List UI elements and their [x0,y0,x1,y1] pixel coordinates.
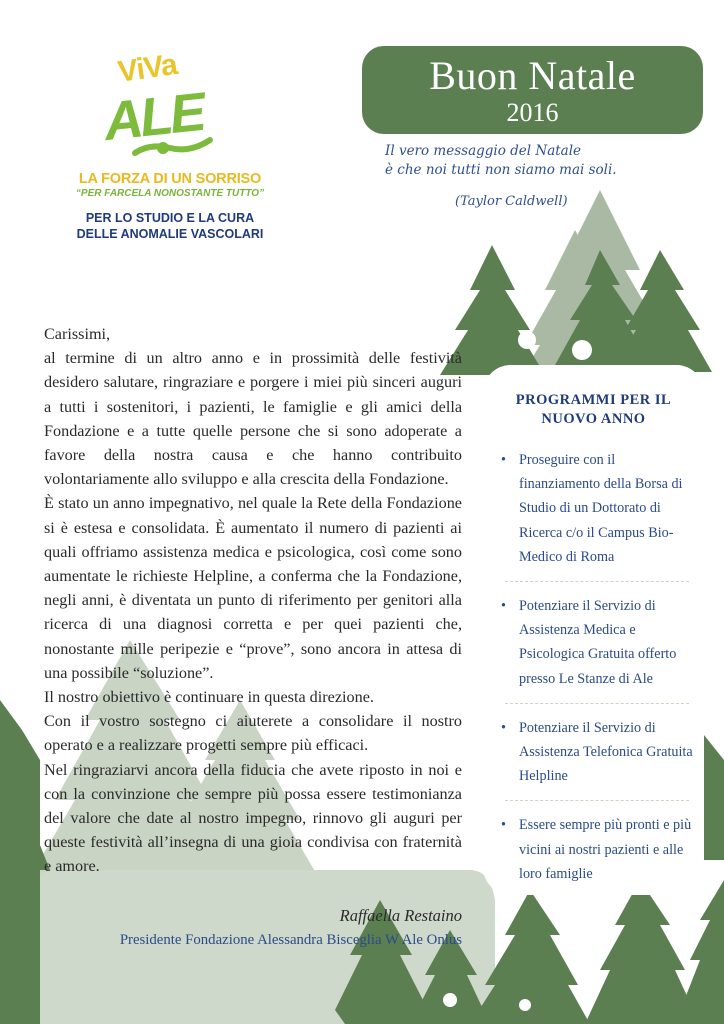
letter-paragraph: È stato un anno impegnativo, nel quale la Rete della Fondazione si è estesa e consolidata. È aumentato il numero di pazienti ai quali offriamo assistenza medica e psicologica, così come sono aumentate le richieste Helpline, a conferma che la Fondazione, negli anni, è diventata un punto di riferimento per genitori alla ricerca di una diagnosi corretta e per quei pazienti che, nonostante mille peripezie e “prove”, sono ancora in attesa di una possibile “soluzione”. [44,494,462,682]
signature-role: Presidente Fondazione Alessandra Bisceglia W Ale Onlus [119,932,462,948]
letter-paragraph: Con il vostro sostegno ci aiuterete a consolidare il nostro operato e a realizzare progetti sempre più efficaci. [44,712,462,755]
logo-mission-line2: DELLE ANOMALIE VASCOLARI [76,227,264,241]
programs-title [483,391,704,429]
letter-signature: Raffaella Restaino [339,906,462,925]
logo-mission [55,210,285,242]
christmas-quote [385,142,665,180]
program-item: • Essere sempre più pronti e più vicini ai nostri pazienti e alle loro famiglie [497,813,697,886]
program-item: • Potenziare il Servizio di Assistenza Medica e Psicologica Gratuita offerto presso Le Stanze di Ale [497,594,697,691]
programs-title-line2: NUOVO ANNO [541,411,646,427]
letter-paragraph: al termine di un altro anno e in prossimità delle festività desidero salutare, ringraziare e porgere i miei più sinceri auguri a tutti i sostenitori, i pazienti, le famiglie e gli amici della Fondazione e a tutte quelle persone che si sono adoperate a favore della nostra causa e che hanno contribuito volontariamente allo sviluppo e alla crescita della Fondazione. [44,349,462,489]
quote-author: (Taylor Caldwell) [455,194,568,209]
program-divider [505,800,689,801]
letter-body [44,322,462,879]
program-item: • Proseguire con il finanziamento della Borsa di Studio di un Dottorato di Ricerca c/o il Campus Bio-Medico di Roma [497,448,697,569]
banner-title: Buon Natale [429,53,636,98]
programs-list [497,448,697,886]
letter-salutation: Carissimi, [44,325,111,343]
program-item: • Potenziare il Servizio di Assistenza Telefonica Gratuita Helpline [497,716,697,789]
logo-mission-line1: PER LO STUDIO E LA CURA [85,211,255,225]
programs-title-line1: PROGRAMMI PER IL [515,392,672,408]
programs-panel [483,365,704,895]
logo-viva-text: ViVa [115,48,179,89]
christmas-banner [362,46,703,134]
quote-line1: Il vero messaggio del Natale [385,143,582,159]
program-divider [505,703,689,704]
logo-subtagline: “PER FARCELA NONOSTANTE TUTTO” [75,188,265,199]
logo-ale-text: ALE [101,81,206,153]
quote-line2: è che noi tutti non siamo mai soli. [385,162,617,178]
banner-year: 2016 [506,98,559,127]
program-divider [505,581,689,582]
logo-tagline: LA FORZA DI UN SORRISO [78,171,262,187]
letter-paragraph: Il nostro obiettivo è continuare in questa direzione. [44,688,374,707]
letter-paragraph: Nel ringraziarvi ancora della fiducia che avete riposto in noi e con la convinzione che sempre più possa essere testimonianza del valore che date al nostro impegno, rinnovo gli auguri per queste festività all’insegna di una gioia condivisa con fraternità e amore. [44,760,462,876]
